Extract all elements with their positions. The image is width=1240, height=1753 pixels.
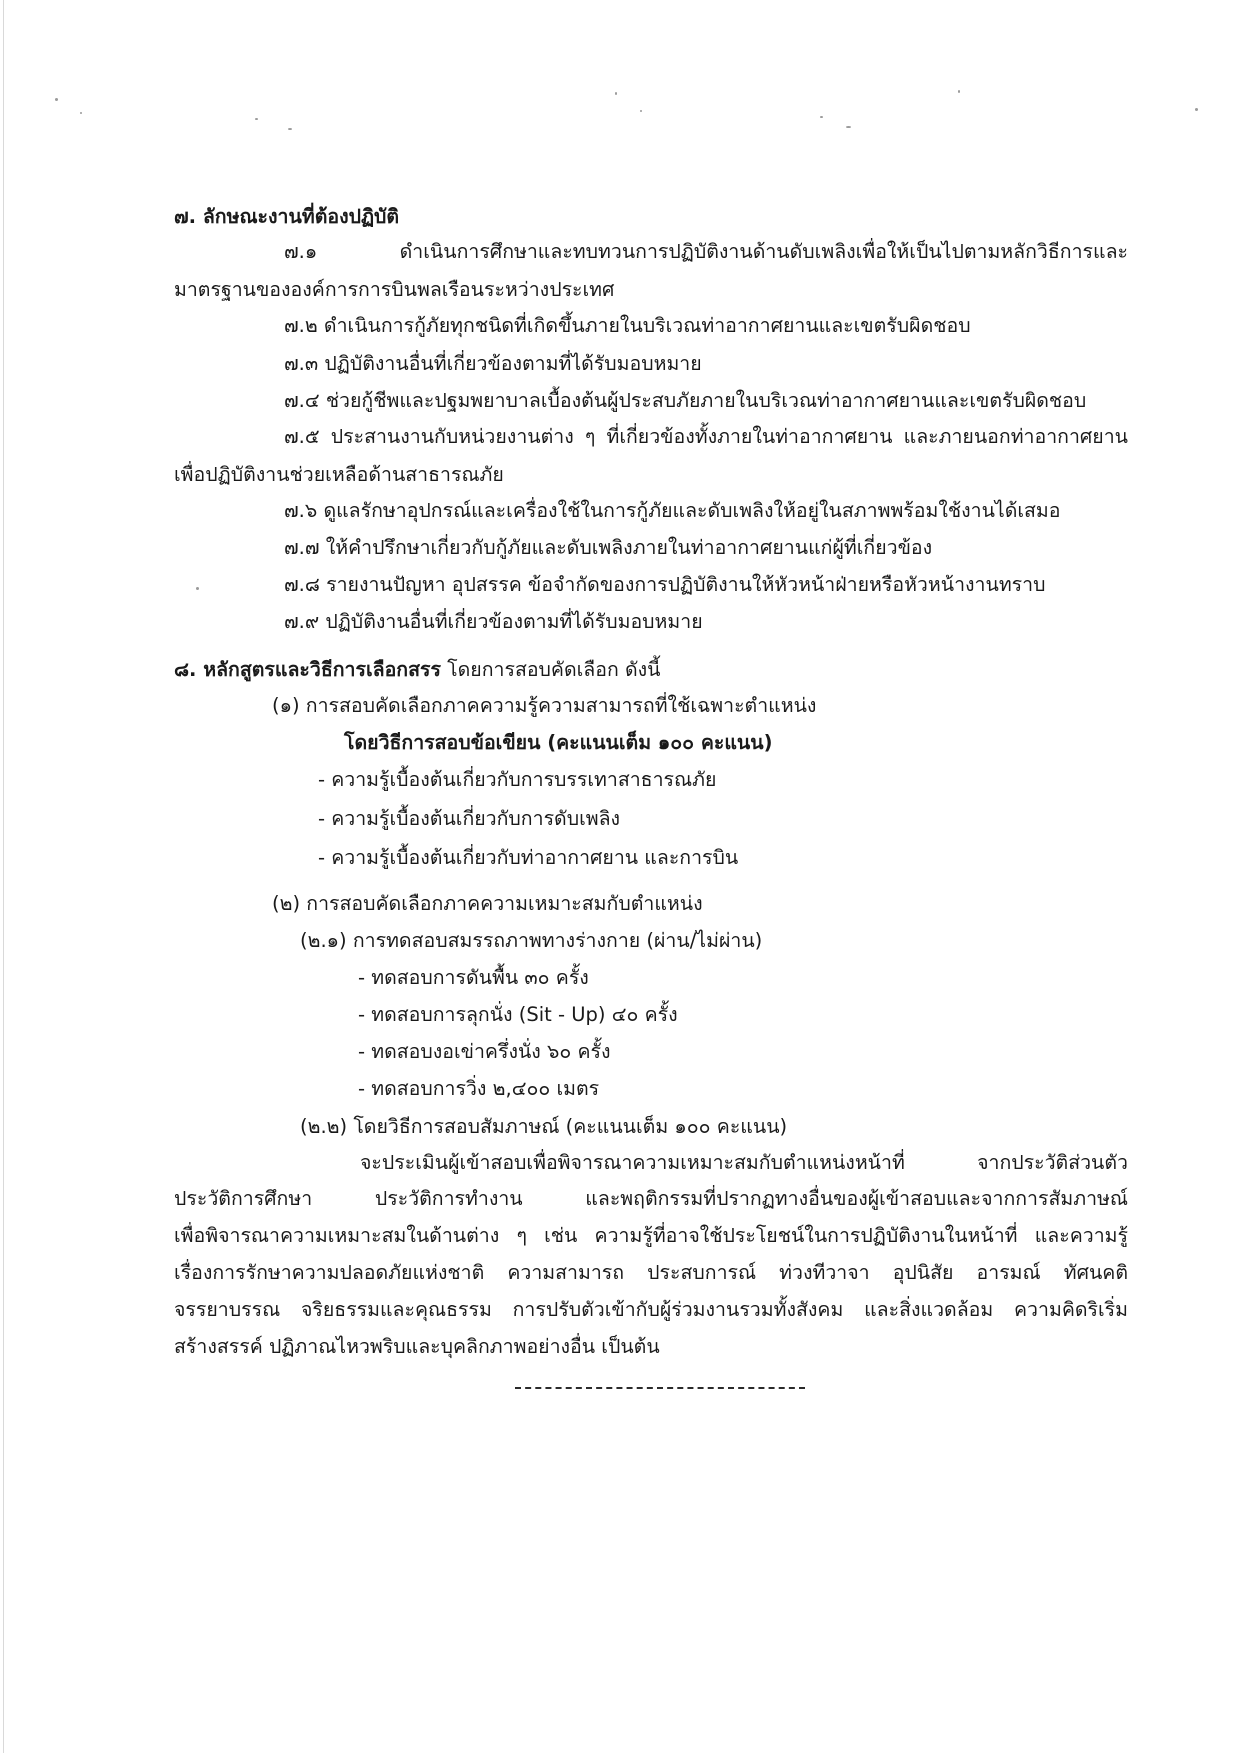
paragraph-line: ประวัติการศึกษา ประวัติการทำงาน และพฤติกรรมที่ปรากฏทางอื่นของผู้เข้าสอบและจากการสัมภาษณ์ (174, 1187, 1128, 1210)
scan-speck (55, 98, 58, 101)
paragraph-line: เรื่องการรักษาความปลอดภัยแห่งชาติ ความสามารถ ประสบการณ์ ท่วงทีวาจา อุปนิสัย อารมณ์ ทัศนคติ (174, 1261, 1128, 1284)
scan-speck (615, 92, 617, 95)
scan-edge (3, 0, 4, 1753)
scan-speck (196, 587, 199, 590)
section-8-heading (174, 656, 661, 684)
section-7-item-8: ๗.๘ รายงานปัญหา อุปสรรค ข้อจำกัดของการปฏิบัติงานให้หัวหน้าฝ่ายหรือหัวหน้างานทราบ (284, 573, 1046, 596)
section-8-heading-bold: ๘. หลักสูตรและวิธีการเลือกสรร (174, 658, 441, 681)
scan-speck (640, 110, 642, 112)
section-7-item-7: ๗.๗ ให้คำปรึกษาเกี่ยวกับกู้ภัยและดับเพลิงภายในท่าอากาศยานแก่ผู้ที่เกี่ยวข้อง (284, 536, 933, 559)
part-1-topic: - ความรู้เบื้องต้นเกี่ยวกับการดับเพลิง (318, 807, 621, 830)
fitness-test: - ทดสอบการดันพื้น ๓๐ ครั้ง (358, 966, 589, 989)
scan-speck (846, 126, 851, 128)
section-7-item-1-line-2: มาตรฐานขององค์การการบินพลเรือนระหว่างประเทศ (174, 278, 615, 301)
section-7-item-6: ๗.๖ ดูแลรักษาอุปกรณ์และเครื่องใช้ในการกู้ภัยและดับเพลิงให้อยู่ในสภาพพร้อมใช้งานได้เสมอ (284, 499, 1061, 522)
section-7-item-5-line-1: ๗.๕ ประสานงานกับหน่วยงานต่าง ๆ ที่เกี่ยวข้องทั้งภายในท่าอากาศยาน และภายนอกท่าอากาศยาน (284, 425, 1128, 448)
scan-speck (1195, 108, 1198, 111)
section-7-item-3: ๗.๓ ปฏิบัติงานอื่นที่เกี่ยวข้องตามที่ได้รับมอบหมาย (284, 352, 702, 375)
part-1-topic: - ความรู้เบื้องต้นเกี่ยวกับการบรรเทาสาธารณภัย (318, 768, 717, 791)
section-7-item-4: ๗.๔ ช่วยกู้ชีพและปฐมพยาบาลเบื้องต้นผู้ประสบภัยภายในบริเวณท่าอากาศยานและเขตรับผิดชอบ (284, 389, 1087, 412)
section-7-item-5-line-2: เพื่อปฏิบัติงานช่วยเหลือด้านสาธารณภัย (174, 463, 504, 486)
section-7-item-9: ๗.๙ ปฏิบัติงานอื่นที่เกี่ยวข้องตามที่ได้รับมอบหมาย (284, 610, 703, 633)
end-of-text-dashed-rule (515, 1387, 805, 1389)
fitness-test: - ทดสอบการวิ่ง ๒,๔๐๐ เมตร (358, 1077, 600, 1100)
section-7-item-1-line-1: ๗.๑ ดำเนินการศึกษาและทบทวนการปฏิบัติงานด้านดับเพลิงเพื่อให้เป็นไปตามหลักวิธีการและ (284, 240, 1128, 263)
section-7-heading: ๗. ลักษณะงานที่ต้องปฏิบัติ (174, 205, 400, 228)
scan-speck (255, 118, 258, 120)
scan-speck (288, 128, 292, 130)
part-2-2-title: (๒.๒) โดยวิธีการสอบสัมภาษณ์ (คะแนนเต็ม ๑๐๐ คะแนน) (300, 1115, 788, 1138)
scan-speck (820, 116, 823, 118)
part-2-title: (๒) การสอบคัดเลือกภาคความเหมาะสมกับตำแหน่ง (272, 892, 703, 915)
part-1-method: โดยวิธีการสอบข้อเขียน (คะแนนเต็ม ๑๐๐ คะแนน) (344, 731, 773, 754)
paragraph-line: จรรยาบรรณ จริยธรรมและคุณธรรม การปรับตัวเข้ากับผู้ร่วมงานรวมทั้งสังคม และสิ่งแวดล้อม ความคิดริเริ่ม (174, 1298, 1128, 1321)
part-1-topic: - ความรู้เบื้องต้นเกี่ยวกับท่าอากาศยาน และการบิน (318, 846, 739, 869)
paragraph-line: สร้างสรรค์ ปฏิภาณไหวพริบและบุคลิกภาพอย่างอื่น เป็นต้น (174, 1335, 660, 1358)
scan-speck (958, 90, 960, 93)
fitness-test: - ทดสอบการลุกนั่ง (Sit - Up) ๔๐ ครั้ง (358, 1003, 678, 1026)
section-8-heading-rest: โดยการสอบคัดเลือก ดังนี้ (440, 658, 661, 681)
fitness-test: - ทดสอบงอเข่าครึ่งนั่ง ๖๐ ครั้ง (358, 1040, 611, 1063)
part-2-1-title: (๒.๑) การทดสอบสมรรถภาพทางร่างกาย (ผ่าน/ไม่ผ่าน) (300, 929, 763, 952)
section-7-item-2: ๗.๒ ดำเนินการกู้ภัยทุกชนิดที่เกิดขึ้นภายในบริเวณท่าอากาศยานและเขตรับผิดชอบ (284, 314, 971, 337)
scan-speck (80, 112, 82, 114)
part-1-title: (๑) การสอบคัดเลือกภาคความรู้ความสามารถที่ใช้เฉพาะตำแหน่ง (272, 694, 817, 717)
paragraph-line: จะประเมินผู้เข้าสอบเพื่อพิจารณาความเหมาะสมกับตำแหน่งหน้าที่ จากประวัติส่วนตัว (360, 1151, 1128, 1174)
paragraph-line: เพื่อพิจารณาความเหมาะสมในด้านต่าง ๆ เช่น ความรู้ที่อาจใช้ประโยชน์ในการปฏิบัติงานในหน้าที่ และความรู้ (174, 1224, 1128, 1247)
